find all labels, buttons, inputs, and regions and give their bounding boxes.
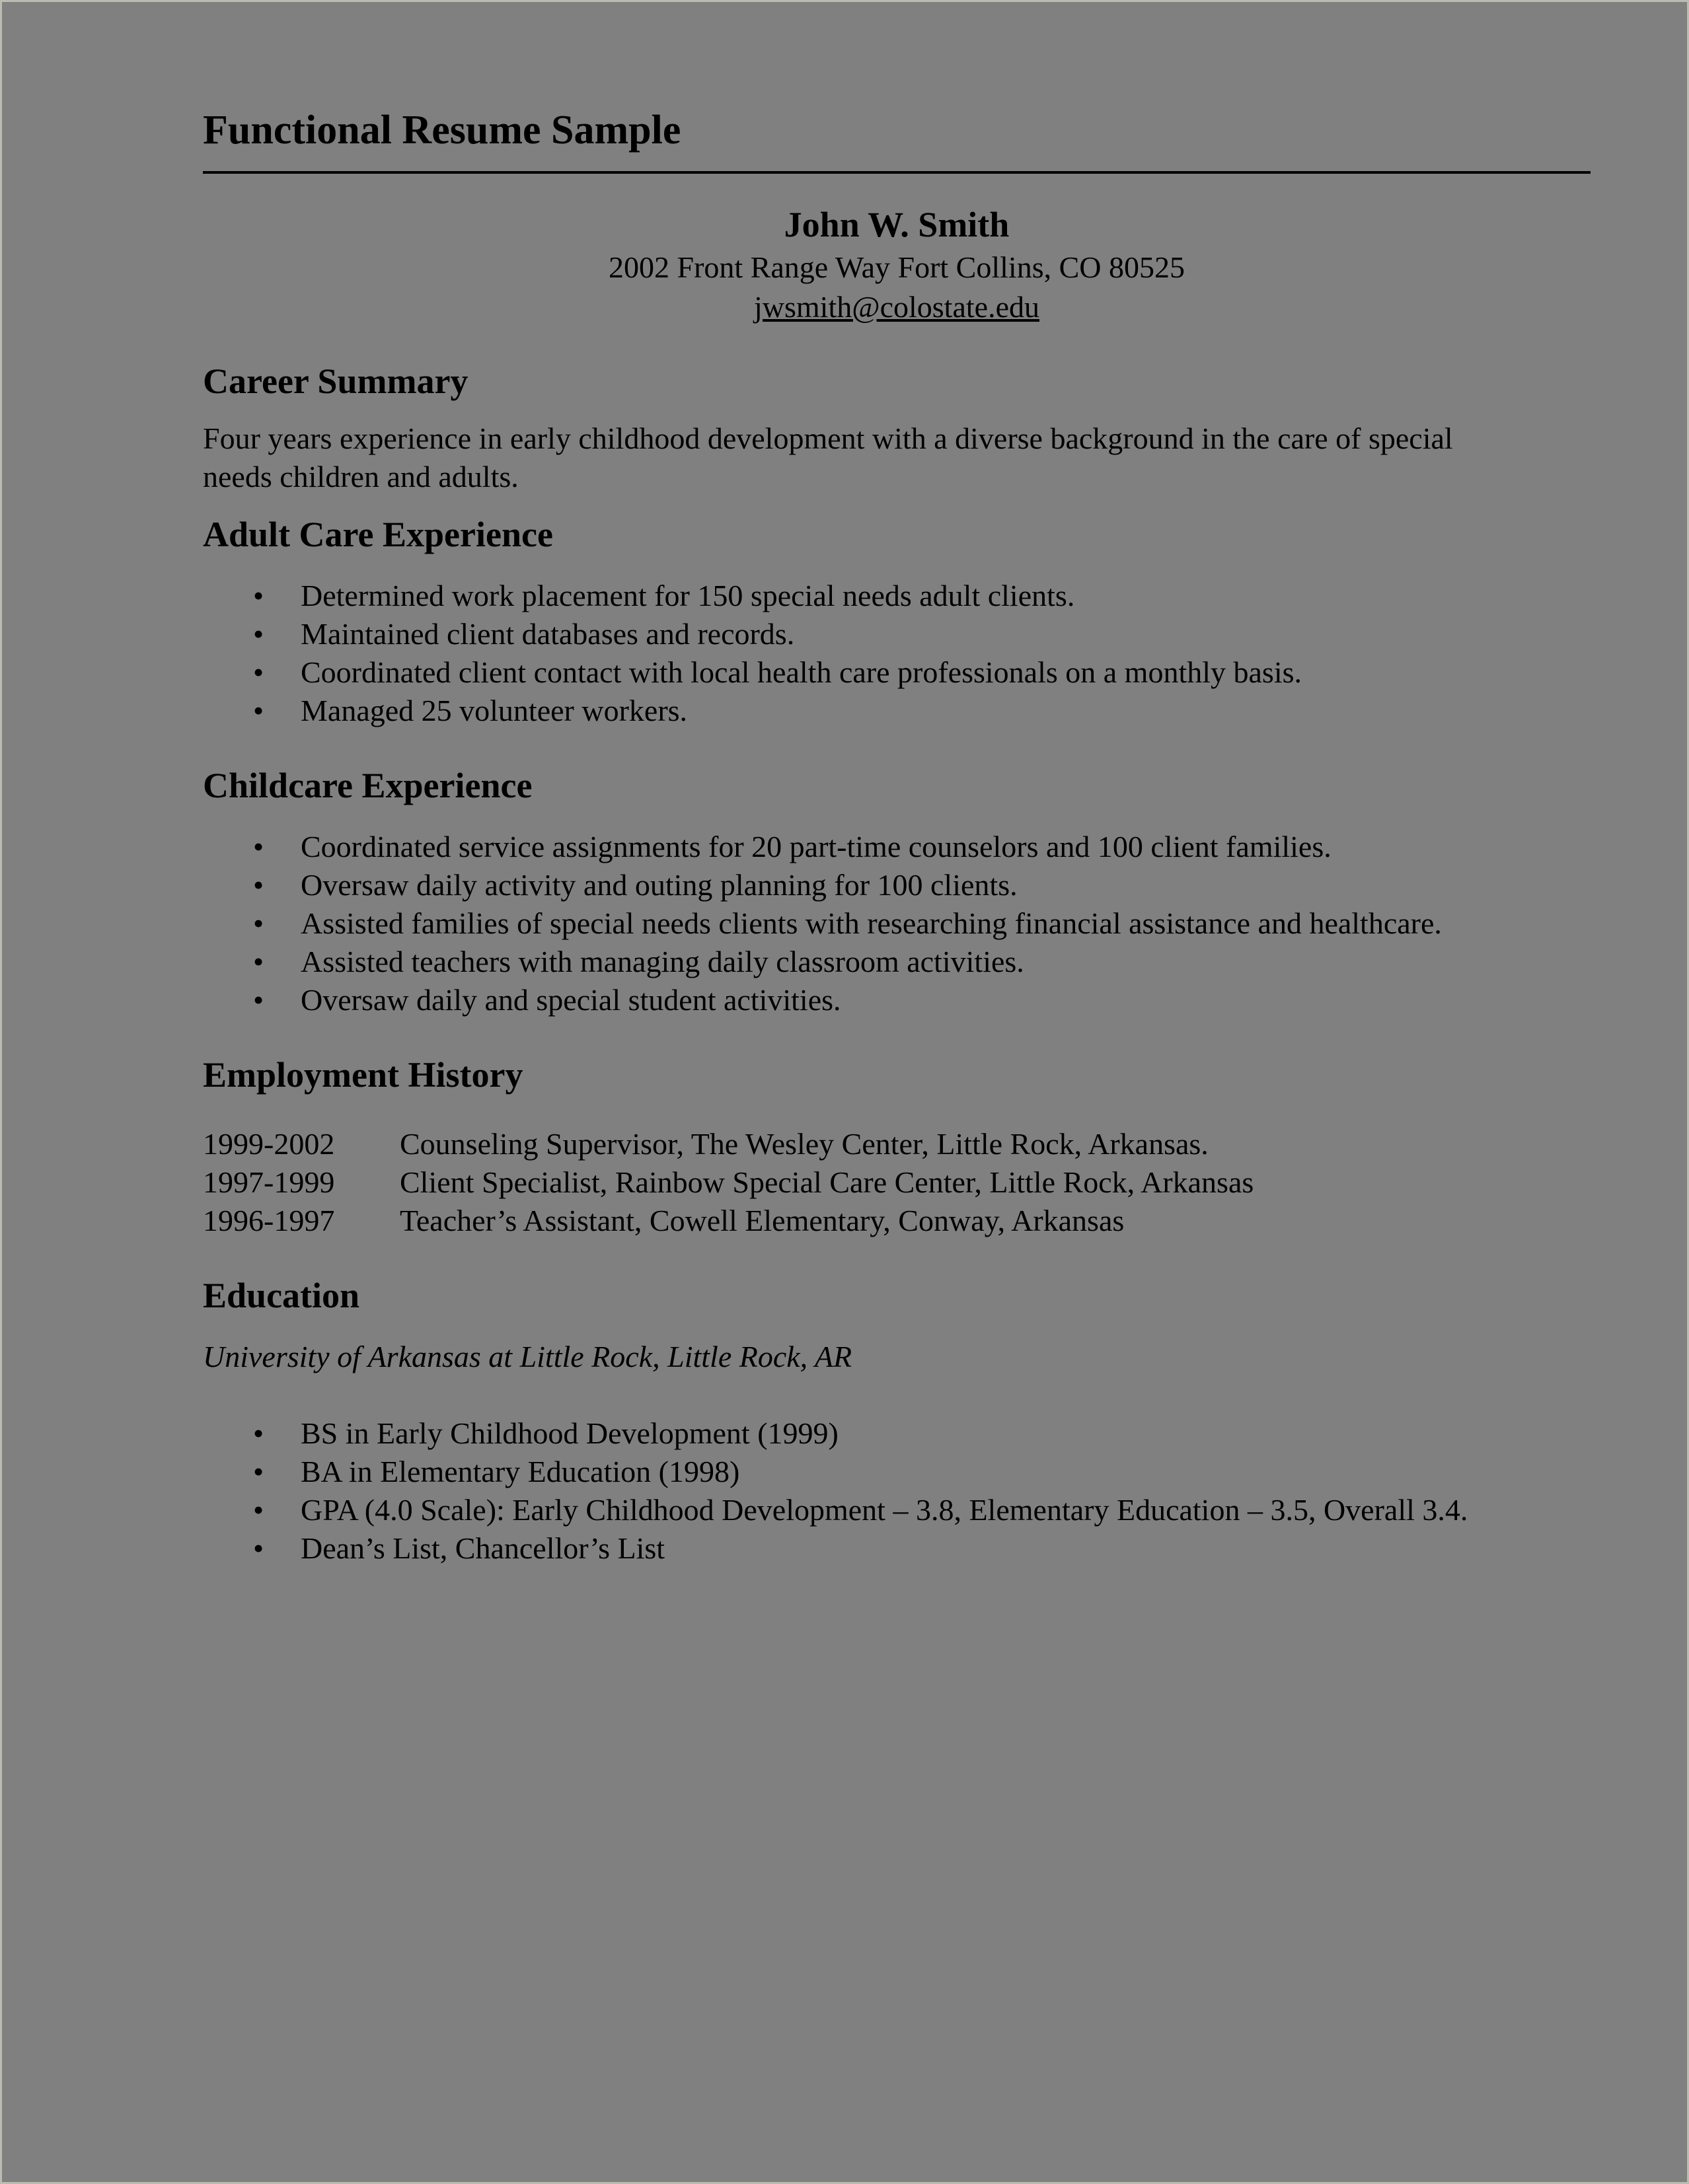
- employment-years: 1996-1997: [203, 1204, 335, 1237]
- table-row: [203, 1163, 1591, 1202]
- employment-position: Client Specialist, Rainbow Special Care Center, Little Rock, Arkansas: [400, 1165, 1254, 1199]
- childcare-heading: Childcare Experience: [203, 766, 533, 805]
- career-summary-text: Four years experience in early childhood development with a diverse background in the care of special needs children and adults.: [203, 421, 1453, 493]
- education-list: [203, 1414, 1591, 1568]
- employment-years: 1999-2002: [203, 1127, 335, 1161]
- applicant-email-link[interactable]: jwsmith@colostate.edu: [753, 290, 1039, 324]
- table-row: [203, 1125, 1591, 1163]
- childcare-section: [203, 762, 1591, 1019]
- table-row: [203, 1202, 1591, 1240]
- list-item: • Assisted teachers with managing daily classroom activities.: [203, 943, 1490, 981]
- applicant-address: 2002 Front Range Way Fort Collins, CO 80525: [608, 250, 1185, 284]
- education-heading: Education: [203, 1276, 360, 1315]
- childcare-list: [203, 828, 1591, 1019]
- employment-position: Counseling Supervisor, The Wesley Center, Little Rock, Arkansas.: [400, 1127, 1209, 1161]
- resume-content: [203, 101, 1591, 1568]
- applicant-name: John W. Smith: [784, 205, 1010, 244]
- list-item: • Coordinated client contact with local health care professionals on a monthly basis.: [203, 653, 1490, 692]
- list-item: • Maintained client databases and records.: [203, 615, 1490, 653]
- list-item: • Assisted families of special needs clients with researching financial assistance and healthcare.: [203, 904, 1490, 943]
- list-item: • Oversaw daily activity and outing planning for 100 clients.: [203, 866, 1490, 904]
- list-item: • BA in Elementary Education (1998): [203, 1453, 1490, 1491]
- employment-heading: Employment History: [203, 1055, 523, 1095]
- list-item: • Oversaw daily and special student activities.: [203, 981, 1490, 1019]
- employment-table: [203, 1125, 1591, 1240]
- career-summary-section: [203, 357, 1591, 496]
- adult-care-heading: Adult Care Experience: [203, 515, 553, 554]
- contact-header: [203, 201, 1591, 327]
- document-title: Functional Resume Sample: [203, 108, 681, 153]
- education-school: University of Arkansas at Little Rock, Little Rock, AR: [203, 1340, 852, 1373]
- employment-years: 1997-1999: [203, 1165, 335, 1199]
- adult-care-section: [203, 511, 1591, 730]
- list-item: • Managed 25 volunteer workers.: [203, 692, 1490, 730]
- list-item: • GPA (4.0 Scale): Early Childhood Development – 3.8, Elementary Education – 3.5, Overall 3.4.: [203, 1491, 1490, 1529]
- title-divider: [203, 171, 1591, 174]
- employment-position: Teacher’s Assistant, Cowell Elementary, Conway, Arkansas: [400, 1204, 1125, 1237]
- list-item: • Dean’s List, Chancellor’s List: [203, 1529, 1490, 1568]
- list-item: • BS in Early Childhood Development (1999): [203, 1414, 1490, 1453]
- career-summary-heading: Career Summary: [203, 361, 469, 401]
- education-section: [203, 1272, 1591, 1568]
- adult-care-list: [203, 577, 1591, 730]
- list-item: • Coordinated service assignments for 20 part-time counselors and 100 client families.: [203, 828, 1490, 866]
- employment-section: [203, 1051, 1591, 1240]
- list-item: • Determined work placement for 150 special needs adult clients.: [203, 577, 1490, 615]
